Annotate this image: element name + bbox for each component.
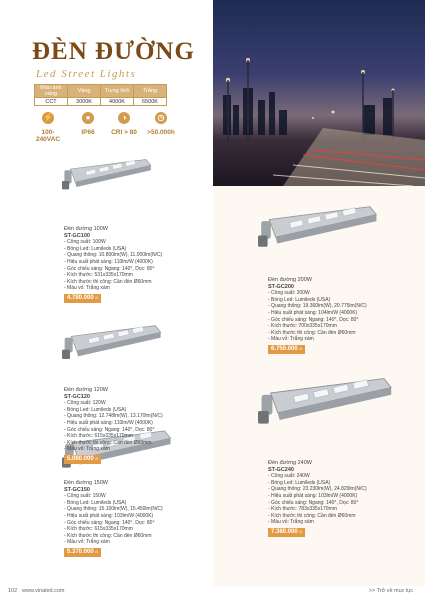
product-name: Đèn đường 200W: [268, 277, 312, 283]
product-card-150w: [64, 480, 163, 557]
page-subtitle: Led Street Lights: [36, 68, 137, 80]
website-link[interactable]: www.vinaled.com: [22, 588, 65, 594]
product-spec: - Công suất: 240W: [268, 473, 310, 480]
cct-header-cell: Màu ánh sáng: [35, 85, 68, 98]
product-spec: - Kích thước thi công: Cần đèn Ø60mm: [268, 512, 356, 519]
feature-label: IP66: [81, 129, 95, 136]
lamp-120w-image: [62, 318, 162, 368]
cct-table: [34, 84, 167, 106]
page-title: ĐÈN ĐƯỜNG: [32, 38, 195, 65]
price-value: 5.060.000: [67, 455, 94, 462]
product-spec: - Màu vỏ: Trắng xám: [64, 539, 110, 546]
cct-value-cell: 4000K: [101, 98, 134, 106]
lamp-200w-image: [258, 200, 378, 255]
cri-gauge-icon: ◑: [118, 112, 130, 124]
product-spec: - Kích thước thi công: Cần đèn Ø60mm: [64, 532, 152, 539]
product-spec: - Góc chiếu sáng: Ngang: 140°, Dọc: 80°: [64, 265, 155, 272]
page-footer: [0, 586, 425, 600]
product-card-120w: [64, 387, 163, 464]
price-tag: [268, 528, 305, 537]
feature-label: CRI > 80: [111, 129, 137, 136]
lamp-240w-image: [258, 372, 393, 432]
feature-voltage: [30, 112, 66, 143]
product-spec: - Kích thước: 700x335x170mm: [268, 323, 337, 330]
product-spec: - Kích thước: 615x335x170mm: [64, 433, 133, 440]
product-spec: - Góc chiếu sáng: Ngang: 140°, Dọc: 80°: [268, 316, 359, 323]
product-card-240w: [268, 460, 367, 537]
product-spec: - Góc chiếu sáng: Ngang: 140°, Dọc: 80°: [64, 519, 155, 526]
product-name: Đèn đường 100W: [64, 226, 108, 232]
back-to-contents-link[interactable]: >> Trở về mục lục: [368, 588, 413, 594]
feature-cri: [106, 112, 142, 136]
price-tag: [64, 548, 101, 557]
price-currency: đ: [95, 455, 98, 461]
cct-header-cell: Trung tính: [101, 85, 134, 98]
lamp-100w-image: [62, 150, 152, 200]
product-code: ST-GC150: [64, 486, 90, 493]
product-spec: - Hiệu suất phát sáng: 103lm/W (4000K): [268, 492, 358, 499]
product-spec: - Bóng Led: Lumileds (USA): [64, 499, 127, 506]
price-value: 5.370.000: [67, 548, 94, 555]
price-value: 6.750.000: [271, 345, 298, 352]
product-card-100w: [64, 226, 162, 303]
product-spec: - Màu vỏ: Trắng xám: [268, 519, 314, 526]
cct-value-cell: 3000K: [68, 98, 101, 106]
feature-label: >50.000h: [147, 129, 175, 136]
product-spec: - Hiệu suất phát sáng: 104lm/W (4000K): [268, 309, 358, 316]
product-spec: - Quang thông: 23.230lm(W), 24.829lm(N/C): [268, 486, 367, 493]
product-spec: - Hiệu suất phát sáng: 110lm/W (4000K): [64, 419, 153, 426]
price-currency: đ: [299, 345, 302, 351]
cct-value-cell: CCT: [35, 98, 68, 106]
product-spec: - Quang thông: 15.100lm(W), 15.450lm(N/C): [64, 506, 163, 513]
product-name: Đèn đường 240W: [268, 460, 312, 466]
product-spec: - Kích thước thi công: Cần đèn Ø60mm: [64, 439, 152, 446]
price-currency: đ: [95, 548, 98, 554]
product-spec: - Kích thước thi công: Cần đèn Ø60mm: [268, 329, 356, 336]
product-spec: - Bóng Led: Lumileds (USA): [64, 406, 127, 413]
clock-icon: ◷: [155, 112, 167, 124]
price-value: 4.780.000: [67, 294, 94, 301]
price-tag: [64, 294, 101, 303]
price-value: 7.380.000: [271, 528, 298, 535]
product-spec: - Công suất: 100W: [64, 239, 106, 246]
product-name: Đèn đường 120W: [64, 387, 108, 393]
product-code: ST-GC100: [64, 232, 90, 239]
product-spec: - Hiệu suất phát sáng: 110lm/W (4000K): [64, 258, 153, 265]
product-spec: - Bóng Led: Lumileds (USA): [64, 245, 127, 252]
street-night-photo: [213, 0, 425, 186]
product-spec: - Màu vỏ: Trắng xám: [64, 285, 110, 292]
cct-value-cell: 6500K: [134, 98, 167, 106]
product-spec: - Góc chiếu sáng: Ngang: 140°, Dọc: 80°: [64, 426, 155, 433]
price-tag: [268, 345, 305, 354]
product-spec: - Bóng Led: Lumileds (USA): [268, 296, 331, 303]
product-spec: - Kích thước: 615x335x170mm: [64, 526, 133, 533]
page-number: 102: [8, 588, 18, 594]
product-spec: - Công suất: 200W: [268, 290, 310, 297]
product-spec: - Hiệu suất phát sáng: 103lm/W (4000K): [64, 512, 154, 519]
product-spec: - Bóng Led: Lumileds (USA): [268, 479, 331, 486]
product-spec: - Kích thước: 531x335x170mm: [64, 272, 133, 279]
price-currency: đ: [299, 528, 302, 534]
cct-header-cell: Vàng: [68, 85, 101, 98]
product-spec: - Quang thông: 10.800lm(W), 11.000lm(N/C): [64, 252, 163, 259]
feature-lifetime: [143, 112, 179, 136]
product-code: ST-GC200: [268, 283, 294, 290]
product-spec: - Công suất: 150W: [64, 493, 106, 500]
price-tag: [64, 455, 101, 464]
product-code: ST-GC120: [64, 393, 90, 400]
product-spec: - Quang thông: 19.360lm(W), 20.775lm(N/C): [268, 303, 367, 310]
product-code: ST-GC240: [268, 466, 294, 473]
product-spec: - Công suất: 120W: [64, 400, 106, 407]
product-spec: - Kích thước thi công: Cần đèn Ø60mm: [64, 278, 152, 285]
product-name: Đèn đường 150W: [64, 480, 108, 486]
price-currency: đ: [95, 294, 98, 300]
product-spec: - Kích thước: 783x335x170mm: [268, 506, 337, 513]
product-spec: - Góc chiếu sáng: Ngang: 140°, Dọc: 80°: [268, 499, 359, 506]
product-spec: - Màu vỏ: Trắng xám: [64, 446, 110, 453]
feature-label: 100-240VAC: [35, 129, 61, 143]
water-drop-icon: ●: [82, 112, 94, 124]
product-card-200w: [268, 277, 367, 354]
bolt-icon: ⚡: [43, 113, 53, 122]
feature-ip: [70, 112, 106, 136]
cct-header-cell: Trắng: [134, 85, 167, 98]
product-spec: - Màu vỏ: Trắng xám: [268, 336, 314, 343]
product-spec: - Quang thông: 12.748lm(W), 13.170lm(N/C): [64, 413, 163, 420]
